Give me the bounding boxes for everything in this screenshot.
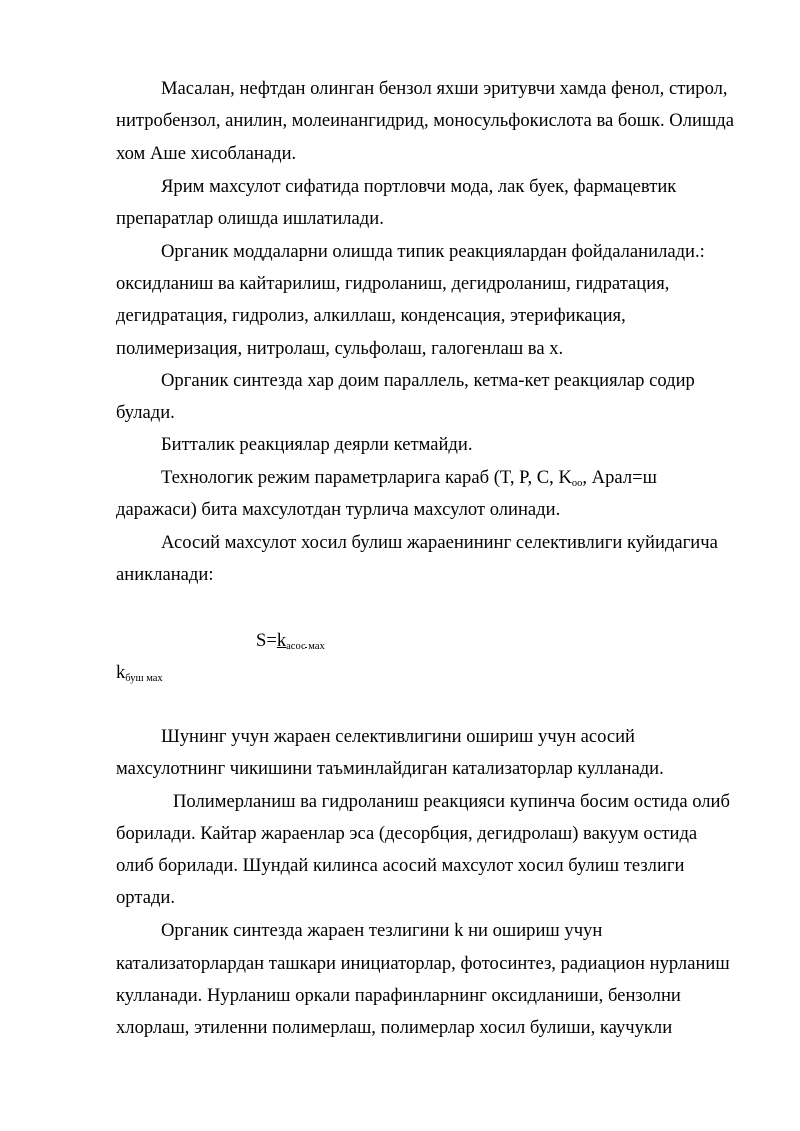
- formula-denominator-symbol: k: [116, 662, 126, 683]
- text-line: Асосий махсулот хосил булиш жараенининг селективлиги куйидагича: [161, 532, 718, 553]
- formula-numerator-symbol: $k_{асос мах}$: [276, 630, 325, 652]
- text-line: нитробензол, анилин, молеинангидрид, моносульфокислота ва бошк. Олишда: [116, 110, 734, 131]
- text-line: кулланади. Нурланиш оркали парафинларнинг оксидланиши, бензолни: [116, 985, 681, 1006]
- text-line: Ярим махсулот сифатида портловчи мода, лак буек, фармацевтик: [161, 176, 677, 197]
- text-line: оксидланиш ва кайтарилиш, гидроланиш, дегидроланиш, гидратация,: [116, 273, 670, 294]
- formula-numerator: [256, 632, 325, 653]
- text-line-with-subscript: [161, 469, 657, 490]
- text-line: хлорлаш, этиленни полимерлаш, полимерлар хосил булиши, каучукли: [116, 1017, 673, 1038]
- formula-numerator-subscript: асос мах: [286, 641, 325, 652]
- text-line: олиб борилади. Шундай килинса асосий махсулот хосил булиш тезлиги: [116, 855, 685, 876]
- text-line: ортади.: [116, 887, 176, 908]
- formula-denominator: [116, 664, 163, 685]
- text-line: препаратлар олишда ишлатилади.: [116, 208, 384, 229]
- text-line: Битталик реакциялар деярли кетмайди.: [161, 434, 473, 455]
- text-line: катализаторлардан ташкари инициаторлар, фотосинтез, радиацион нурланиш: [116, 953, 730, 974]
- text-line: аникланади:: [116, 564, 214, 585]
- text-line: Шунинг учун жараен селективлигини ошириш учун асосий: [161, 726, 635, 747]
- text-line: хом Аше хисобланади.: [116, 143, 297, 164]
- formula-denominator-subscript: буш мах: [125, 673, 163, 684]
- text-line: Органик синтезда хар доим параллель, кетма-кет реакциялар содир: [161, 370, 695, 391]
- text-span: Технологик режим параметрларига караб (T, P, C, K: [161, 467, 572, 488]
- text-line: булади.: [116, 402, 175, 423]
- text-line: полимеризация, нитролаш, сульфолаш, галогенлаш ва х.: [116, 338, 564, 359]
- text-span: , Арал=ш: [582, 467, 657, 488]
- text-line: даражаси) бита махсулотдан турлича махсулот олинади.: [116, 499, 561, 520]
- text-line: борилади. Кайтар жараенлар эса (десорбция, дегидролаш) вакуум остида: [116, 823, 698, 844]
- text-line: Полимерланиш ва гидроланиш реакцияси купинча босим остида олиб: [173, 791, 730, 812]
- text-line: Органик синтезда жараен тезлигини k ни ошириш учун: [161, 920, 603, 941]
- text-line: Органик моддаларни олишда типик реакциялардан фойдаланилади.:: [161, 241, 705, 262]
- text-line: дегидратация, гидролиз, алкиллаш, конденсация, этерификация,: [116, 305, 626, 326]
- text-line: Масалан, нефтдан олинган бензол яхши эритувчи хамда фенол, стирол,: [161, 78, 728, 99]
- formula-lhs: S=: [256, 630, 277, 651]
- subscript: оо: [571, 478, 583, 489]
- text-line: махсулотнинг чикишини таъминлайдиган катализаторлар кулланади.: [116, 758, 664, 779]
